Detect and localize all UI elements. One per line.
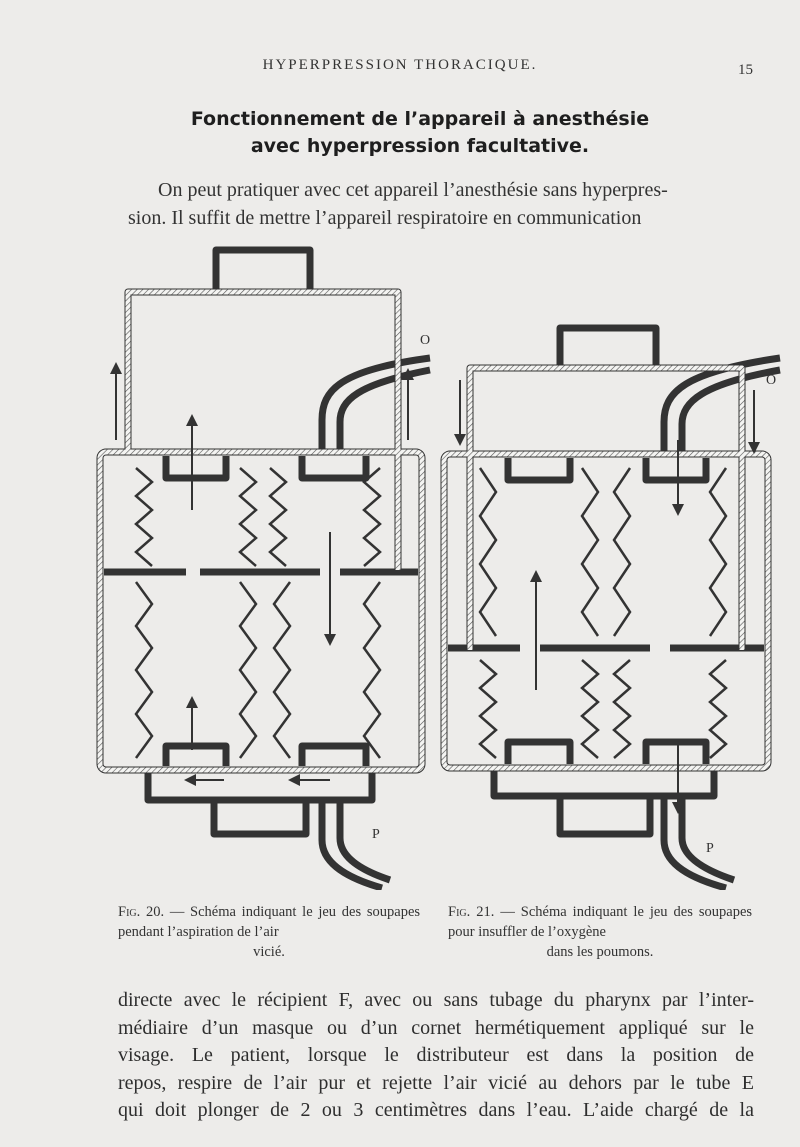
body-paragraph: [118, 987, 754, 1125]
fig-21-number: Fig. 21.: [448, 904, 495, 920]
fig-20-caption-line-2: soupapes pendant l’aspiration de l’air: [118, 904, 421, 940]
fig-20-caption-line-1: — Schéma indiquant le jeu des: [169, 904, 362, 920]
fig-20-caption-line-3: vicié.: [253, 944, 285, 960]
fig-20-number: Fig. 20.: [118, 904, 165, 920]
fig-21-caption: [448, 902, 752, 962]
fig-20-label-p: P: [372, 827, 380, 842]
body-line-4: repos, respire de l’air pur et rejette l’air vicié au dehors par le tube E: [118, 1071, 754, 1094]
figures-illustration: [90, 240, 790, 890]
section-title-line-2: avec hyperpression facultative.: [250, 135, 590, 157]
running-title: HYPERPRESSION THORACIQUE.: [262, 57, 538, 73]
page-number: 15: [738, 62, 753, 78]
body-line-5: qui doit plonger de 2 ou 3 centimètres dans l’eau. L’aide chargé de la: [118, 1099, 754, 1121]
section-title-line-1: Fonctionnement de l’appareil à anesthésie: [190, 108, 650, 130]
intro-line-2: sion. Il suffit de mettre l’appareil respiratoire en communication: [128, 207, 642, 229]
body-line-1: directe avec le récipient F, avec ou sans tubage du pharynx par l’inter-: [118, 989, 754, 1011]
body-line-2: médiaire d’un masque ou d’un cornet hermétiquement appliqué sur le: [118, 1016, 754, 1039]
fig-21-label-p: P: [706, 841, 714, 856]
fig-21-caption-line-3: dans les poumons.: [546, 944, 654, 960]
fig-21-label-o: O: [766, 373, 777, 388]
body-line-3: visage. Le patient, lorsque le distributeur est dans la position de: [118, 1044, 754, 1066]
intro-line-1: On peut pratiquer avec cet appareil l’anesthésie sans hyperpres-: [158, 179, 668, 201]
section-title: [100, 106, 740, 160]
intro-paragraph: [128, 176, 754, 232]
fig-20-caption: [118, 902, 420, 962]
fig-21-caption-line-1: — Schéma indiquant le jeu des: [500, 904, 693, 920]
fig-21-caption-line-2: soupapes pour insuffler de l’oxygène: [448, 904, 753, 940]
fig-20-diagram: [100, 250, 430, 888]
fig-20-label-o: O: [420, 333, 431, 348]
fig-21-diagram: [444, 328, 780, 888]
